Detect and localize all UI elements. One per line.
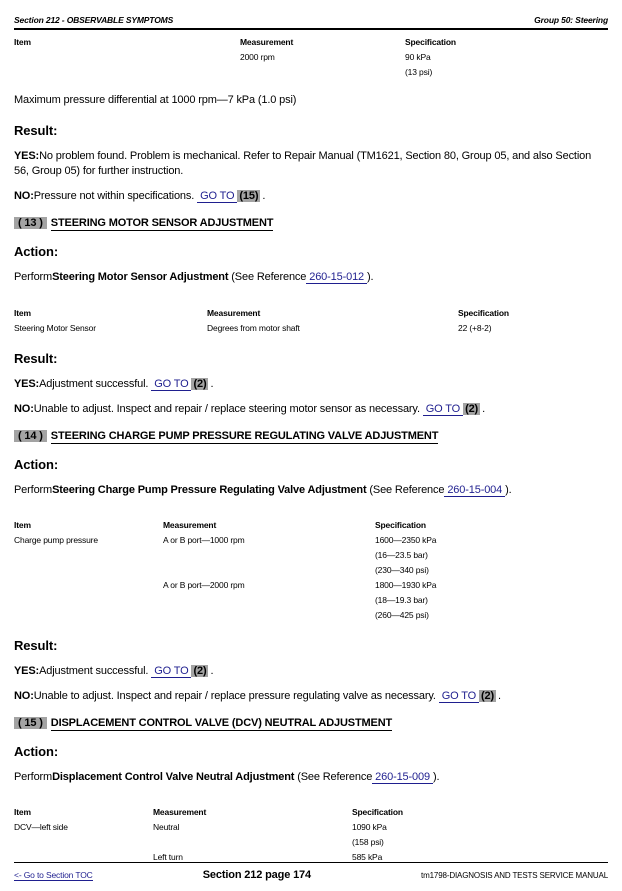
- cell-measurement: [163, 593, 375, 608]
- spec-table-step13: [14, 306, 608, 336]
- cell-item: [14, 50, 240, 65]
- cell-item: DCV—left side: [14, 822, 68, 832]
- yes-text: Adjustment successful.: [39, 378, 149, 390]
- goto-link-15[interactable]: [197, 190, 260, 203]
- cell-item: [14, 548, 163, 563]
- step-15-action-line: [14, 770, 608, 785]
- result-no-line: [14, 689, 608, 704]
- step-13-action-line: [14, 270, 608, 285]
- cell-spec: (16—23.5 bar): [375, 550, 428, 560]
- step-15-badge: ( 15 ): [14, 717, 47, 729]
- cell-item: Charge pump pressure: [14, 535, 98, 545]
- see-reference-label: (See Reference: [297, 771, 373, 783]
- action-heading: Action:: [14, 744, 59, 759]
- col-header-item: Item: [14, 807, 31, 817]
- col-header-measurement: Measurement: [240, 37, 294, 47]
- no-text: Unable to adjust. Inspect and repair / replace pressure regulating valve as necessary.: [33, 690, 436, 702]
- goto-badge-2[interactable]: (2): [481, 690, 494, 702]
- action-heading: Action:: [14, 457, 59, 472]
- see-reference-label: (See Reference: [231, 271, 307, 283]
- goto-badge-2[interactable]: (2): [193, 378, 207, 390]
- footer-manual-title: tm1798-DIAGNOSIS AND TESTS SERVICE MANUAL: [421, 871, 608, 880]
- yes-label: YES:: [14, 665, 40, 677]
- cell-measurement: [240, 65, 405, 80]
- sentence-period: .: [482, 403, 485, 415]
- goto-link-label[interactable]: GO TO: [151, 665, 191, 678]
- reference-link-260-15-009[interactable]: 260-15-009: [372, 771, 433, 784]
- cell-item: [14, 578, 163, 593]
- step-13-heading: [14, 217, 608, 229]
- reference-close: ).: [505, 484, 512, 496]
- cell-spec: 90 kPa: [405, 52, 431, 62]
- result-heading: Result:: [14, 123, 58, 138]
- yes-text: No problem found. Problem is mechanical. Refer to Repair Manual (TM1621, Section 80, Group 05, and also Section 56, Group 05) for further instruction.: [14, 150, 592, 177]
- result-no-line: [14, 402, 608, 417]
- spec-table-top: [14, 35, 608, 80]
- step-13-title: STEERING MOTOR SENSOR ADJUSTMENT: [50, 217, 274, 229]
- cell-item: [14, 65, 240, 80]
- result-heading: Result:: [14, 351, 58, 366]
- step-14-heading: [14, 430, 608, 442]
- result-yes-line: [14, 664, 608, 679]
- step-14-badge: ( 14 ): [14, 430, 47, 442]
- cell-item: [14, 835, 153, 850]
- cell-spec: 1090 kPa: [352, 822, 387, 832]
- procedure-name: Displacement Control Valve Neutral Adjustment: [52, 771, 295, 783]
- no-label: NO:: [14, 190, 34, 202]
- step-15-heading: [14, 717, 608, 729]
- reference-close: ).: [367, 271, 374, 283]
- page-header: [14, 0, 608, 30]
- cell-measurement: [163, 548, 375, 563]
- col-header-item: Item: [14, 308, 31, 318]
- see-reference-label: (See Reference: [369, 484, 445, 496]
- cell-spec: (158 psi): [352, 837, 384, 847]
- cell-measurement: Degrees from motor shaft: [207, 323, 300, 333]
- goto-link-label[interactable]: GO TO: [439, 690, 479, 703]
- goto-link-label[interactable]: GO TO: [423, 403, 463, 416]
- no-text: Unable to adjust. Inspect and repair / replace steering motor sensor as necessary.: [33, 403, 420, 415]
- col-header-specification: Specification: [458, 308, 509, 318]
- cell-spec: (230—340 psi): [375, 565, 429, 575]
- spec-table-step14: [14, 518, 608, 623]
- goto-link-2[interactable]: [439, 690, 496, 703]
- cell-measurement: Left turn: [153, 852, 183, 862]
- col-header-specification: Specification: [375, 520, 426, 530]
- cell-measurement: Neutral: [153, 822, 180, 832]
- header-group-title: Group 50: Steering: [534, 15, 608, 25]
- cell-measurement: A or B port—2000 rpm: [163, 580, 245, 590]
- reference-link-260-15-012[interactable]: 260-15-012: [306, 271, 367, 284]
- page-footer: [14, 862, 608, 881]
- go-to-section-toc-link[interactable]: <- Go to Section TOC: [14, 870, 93, 880]
- sentence-period: .: [498, 690, 501, 702]
- cell-spec: (18—19.3 bar): [375, 595, 428, 605]
- sentence-period: .: [262, 190, 266, 202]
- yes-label: YES:: [14, 378, 40, 390]
- no-text: Pressure not within specifications.: [33, 190, 195, 202]
- cell-measurement: [163, 563, 375, 578]
- cell-measurement: A or B port—1000 rpm: [163, 535, 245, 545]
- sentence-period: .: [210, 665, 214, 677]
- step-14-action-line: [14, 483, 608, 498]
- step-13-badge: ( 13 ): [14, 217, 47, 229]
- no-label: NO:: [14, 690, 34, 702]
- goto-link-label[interactable]: GO TO: [197, 190, 237, 203]
- no-label: NO:: [14, 403, 34, 415]
- col-header-item: Item: [14, 37, 31, 47]
- cell-item: [14, 608, 163, 623]
- result-no-line: [14, 189, 608, 204]
- cell-spec: 585 kPa: [352, 852, 383, 862]
- sentence-period: .: [210, 378, 214, 390]
- yes-label: YES:: [14, 150, 40, 162]
- perform-label: Perform: [14, 484, 53, 496]
- header-section-title: Section 212 - OBSERVABLE SYMPTOMS: [14, 15, 174, 25]
- cell-item: Steering Motor Sensor: [14, 323, 96, 333]
- cell-spec: (260—425 psi): [375, 610, 429, 620]
- result-heading: Result:: [14, 638, 58, 653]
- col-header-measurement: Measurement: [207, 308, 261, 318]
- procedure-name: Steering Charge Pump Pressure Regulating Valve Adjustment: [52, 484, 367, 496]
- goto-link-2[interactable]: [423, 403, 480, 416]
- goto-link-2[interactable]: [151, 378, 208, 391]
- goto-badge-2[interactable]: (2): [465, 403, 479, 415]
- yes-text: Adjustment successful.: [39, 665, 149, 677]
- reference-link-260-15-004[interactable]: 260-15-004: [444, 484, 505, 497]
- procedure-name: Steering Motor Sensor Adjustment: [52, 271, 229, 283]
- col-header-specification: Specification: [405, 37, 456, 47]
- goto-link-label[interactable]: GO TO: [151, 378, 191, 391]
- cell-spec: 22 (+8-2): [458, 323, 492, 333]
- perform-label: Perform: [14, 771, 53, 783]
- step-15-title: DISPLACEMENT CONTROL VALVE (DCV) NEUTRAL ADJUSTMENT: [50, 717, 393, 729]
- cell-item: [14, 593, 163, 608]
- goto-badge-15[interactable]: (15): [239, 190, 259, 202]
- max-pressure-note: Maximum pressure differential at 1000 rpm—7 kPa (1.0 psi): [14, 94, 297, 106]
- cell-measurement: [163, 608, 375, 623]
- goto-link-2[interactable]: [151, 665, 208, 678]
- col-header-specification: Specification: [352, 807, 403, 817]
- result-yes-line: [14, 377, 608, 392]
- goto-badge-2[interactable]: (2): [193, 665, 207, 677]
- result-yes-line: [14, 149, 608, 179]
- cell-measurement: 2000 rpm: [240, 52, 275, 62]
- step-14-title: STEERING CHARGE PUMP PRESSURE REGULATING VALVE ADJUSTMENT: [50, 430, 439, 442]
- footer-page-number: Section 212 page 174: [202, 869, 311, 881]
- action-heading: Action:: [14, 244, 59, 259]
- cell-measurement: [153, 835, 352, 850]
- perform-label: Perform: [14, 271, 53, 283]
- cell-item: [14, 563, 163, 578]
- spec-table-step15: [14, 805, 608, 865]
- cell-spec: 1800—1930 kPa: [375, 580, 437, 590]
- cell-spec: 1600—2350 kPa: [375, 535, 437, 545]
- col-header-measurement: Measurement: [153, 807, 207, 817]
- col-header-item: Item: [14, 520, 31, 530]
- reference-close: ).: [432, 771, 440, 783]
- col-header-measurement: Measurement: [163, 520, 217, 530]
- cell-spec: (13 psi): [405, 67, 433, 77]
